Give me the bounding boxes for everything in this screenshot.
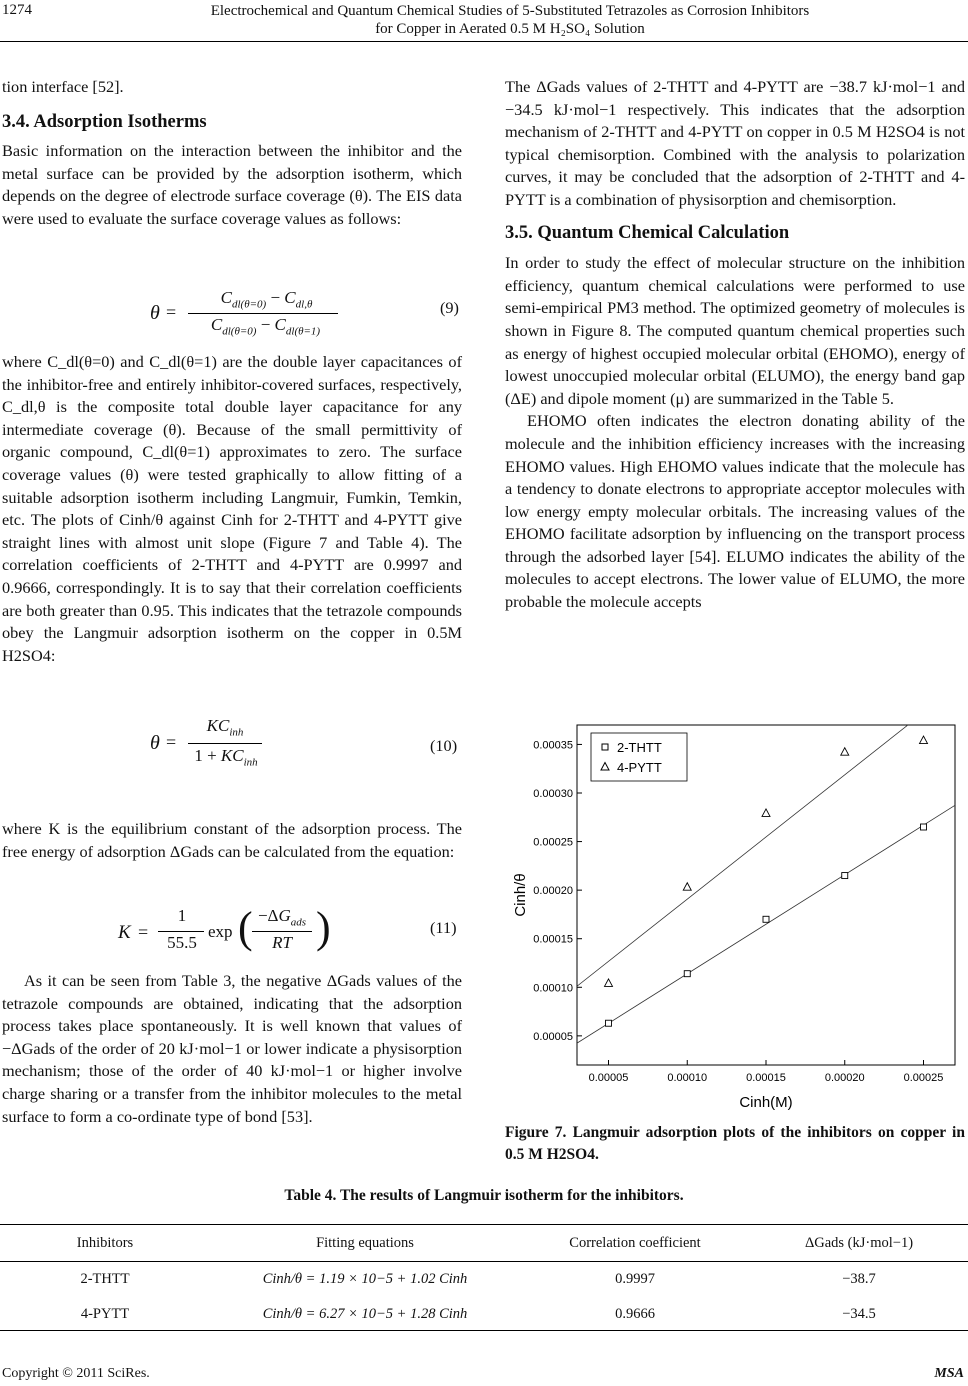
page-number: 1274 bbox=[2, 2, 32, 18]
data-point-4-PYTT bbox=[841, 748, 849, 756]
legend-marker-2-THTT bbox=[602, 744, 608, 750]
table-top-rule bbox=[0, 1224, 968, 1225]
langmuir-chart bbox=[505, 707, 965, 1119]
y-tick-label: 0.00020 bbox=[533, 885, 573, 898]
x-tick-label: 0.00005 bbox=[588, 1072, 629, 1084]
section-heading-3-4: 3.4. Adsorption Isotherms bbox=[2, 111, 207, 132]
data-point-2-THTT bbox=[921, 824, 927, 830]
journal-abbrev: MSA bbox=[934, 1366, 964, 1381]
y-tick-label: 0.00035 bbox=[533, 739, 573, 752]
data-point-4-PYTT bbox=[605, 979, 613, 987]
y-tick-label: 0.00015 bbox=[533, 933, 573, 946]
x-tick-label: 0.00015 bbox=[746, 1072, 786, 1084]
equation-9-number: (9) bbox=[440, 298, 459, 317]
table-4 bbox=[0, 1226, 968, 1332]
data-point-2-THTT bbox=[606, 1020, 612, 1026]
table-header-dgads: ΔGads (kJ·mol−1) bbox=[804, 1235, 914, 1251]
table-4-title: Table 4. The results of Langmuir isotherm for the inhibitors. bbox=[284, 1187, 684, 1204]
table-header-row bbox=[0, 1226, 968, 1262]
table-cell: 0.9666 bbox=[615, 1306, 655, 1322]
table-bottom-rule bbox=[0, 1330, 968, 1331]
x-tick-label: 0.00025 bbox=[903, 1072, 944, 1084]
table-cell: 2-THTT bbox=[80, 1271, 130, 1287]
right-para-3: EHOMO often indicates the electron donating ability of the molecule and the inhibition efficiency increases with the increasing EHOMO values. High EHOMO values indicate that the molecule has a tendency to donate electrons to appropriate acceptor molecules with low energy empty molecular orbitals. The increasing values of the EHOMO facilitate adsorption by influencing on the transport process through the adsorbed layer [54]. ELUMO indicates the ability of the molecules to accept electrons. The lower value of ELUMO, the more probable the molecule accepts bbox=[505, 411, 965, 612]
table-cell: −38.7 bbox=[842, 1271, 876, 1287]
x-axis-label: Cinh(M) bbox=[739, 1094, 793, 1111]
y-tick-label: 0.00005 bbox=[533, 1030, 573, 1043]
data-point-2-THTT bbox=[763, 916, 769, 922]
right-column bbox=[505, 76, 965, 614]
y-tick-label: 0.00025 bbox=[533, 836, 573, 849]
header-rule bbox=[0, 41, 968, 42]
left-para-1: Basic information on the interaction between the inhibitor and the metal surface can be provided by the adsorption isotherm, which depends on the degree of electrode surface coverage (θ). The EIS data were used to evaluate the surface coverage values as follows: bbox=[2, 141, 462, 228]
right-para-2: In order to study the effect of molecular structure on the inhibition efficiency, quantum chemical calculations were performed to use semi-empirical PM3 method. The optimized geometry of molecules is shown in Figure 8. The computed quantum chemical properties such as energy of highest occupied molecular orbital (EHOMO), energy of lowest unoccupied molecular orbital (ELUMO), the energy band gap (ΔE) and dipole moment (μ) are summarized in the Table 5. bbox=[505, 253, 965, 408]
running-title: Electrochemical and Quantum Chemical Studies of 5-Substituted Tetrazoles as Corrosion Inhibitors for Copper in Aerated 0.5 M H₂SO₄ Solution bbox=[210, 3, 810, 37]
table-row bbox=[0, 1297, 968, 1332]
y-tick-label: 0.00030 bbox=[533, 788, 573, 800]
table-cell: 4-PYTT bbox=[80, 1306, 130, 1322]
x-tick-label: 0.00020 bbox=[824, 1072, 865, 1084]
section-heading-3-5: 3.5. Quantum Chemical Calculation bbox=[505, 222, 790, 243]
left-column bbox=[2, 76, 462, 231]
legend-label-4-PYTT: 4-PYTT bbox=[617, 760, 662, 775]
copyright: Copyright © 2011 SciRes. bbox=[2, 1366, 150, 1381]
figure-7-caption: Figure 7. Langmuir adsorption plots of the inhibitors on copper in 0.5 M H2SO4. bbox=[505, 1124, 965, 1163]
left-para-2: where C_dl(θ=0) and C_dl(θ=1) are the double layer capacitances of the inhibitor-free and entirely inhibitor-covered surfaces, respectively, C_dl,θ is the composite total double layer capacitance for any intermediate coverage (θ). Because of the small permittivity of organic compound, C_dl(θ=1) approximates to zero. The surface coverage values (θ) were tested graphically to allow fitting of a suitable adsorption isotherm including Langmuir, Fumkin, Temkin, etc. The plots of Cinh/θ against Cinh for 2-THTT and 4-PYTT give straight lines with almost unit slope (Figure 7 and Table 4). The correlation coefficients of 2-THTT and 4-PYTT are 0.9997 and 0.9666, correspondingly. It is to say that their correlation coefficients are both greater than 0.95. This indicates that the tetrazole compounds obey the Langmuir adsorption isotherm on the copper in 0.5M H2SO4: bbox=[2, 352, 462, 665]
table-header-inhibitors: Inhibitors bbox=[76, 1235, 134, 1251]
data-point-2-THTT bbox=[684, 971, 690, 977]
left-para-0: tion interface [52]. bbox=[2, 77, 124, 96]
data-point-2-THTT bbox=[842, 873, 848, 879]
data-point-4-PYTT bbox=[920, 736, 928, 744]
right-para-1: The ΔGads values of 2-THTT and 4-PYTT are −38.7 kJ·mol−1 and −34.5 kJ·mol−1 respectively. This indicates that the adsorption mechanism of 2-THTT and 4-PYTT on copper in 0.5 M H2SO4 is not typical chemisorption. Combined with the analysis to polarization curves, it may be concluded that the adsorption of 2-THTT and 4-PYTT is a combination of physisorption and chemisorption. bbox=[505, 77, 965, 209]
table-row bbox=[0, 1262, 968, 1298]
data-point-4-PYTT bbox=[683, 883, 691, 891]
y-tick-label: 0.00010 bbox=[533, 982, 573, 995]
table-cell: −34.5 bbox=[842, 1306, 876, 1322]
table-cell: Cinh/θ = 1.19 × 10−5 + 1.02 Cinh bbox=[262, 1271, 468, 1287]
table-header-fitting: Fitting equations bbox=[316, 1235, 414, 1251]
legend-label-2-THTT: 2-THTT bbox=[617, 740, 662, 755]
equation-11-number: (11) bbox=[430, 918, 457, 937]
left-para-3: where K is the equilibrium constant of the adsorption process. The free energy of adsorption ΔGads can be calculated from the equation: bbox=[2, 819, 462, 861]
table-cell: Cinh/θ = 6.27 × 10−5 + 1.28 Cinh bbox=[262, 1306, 468, 1322]
x-tick-label: 0.00010 bbox=[667, 1072, 708, 1084]
data-point-4-PYTT bbox=[762, 809, 770, 817]
y-axis-label: Cinh/θ bbox=[512, 873, 529, 917]
equation-10-number: (10) bbox=[430, 736, 458, 755]
table-header-correlation: Correlation coefficient bbox=[569, 1235, 701, 1251]
table-cell: 0.9997 bbox=[615, 1271, 655, 1287]
left-para-4: As it can be seen from Table 3, the negative ΔGads values of the tetrazole compounds are obtained, indicating that the adsorption process takes place spontaneously. It is well known that values of −ΔGads of the order of 20 kJ·mol−1 or lower indicate a physisorption mechanism; those of the order of 40 kJ·mol−1 or higher involve charge sharing or a transfer from the inhibitor molecules to the metal surface to form a co-ordinate type of bond [53]. bbox=[2, 971, 462, 1126]
fit-line-2-THTT bbox=[577, 805, 955, 1043]
